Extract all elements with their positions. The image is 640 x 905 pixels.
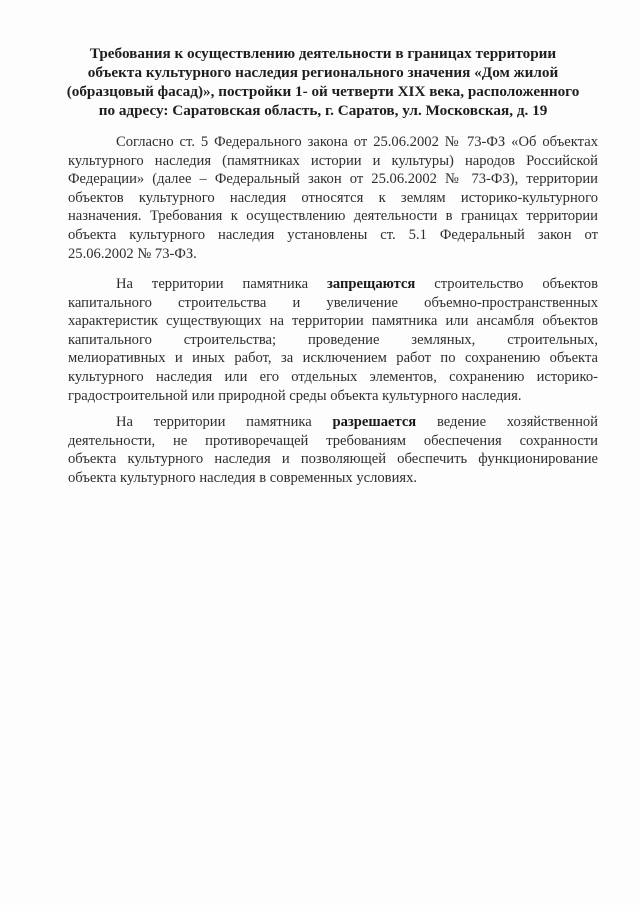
bold-keyword-prohibited: запрещаются [327, 276, 416, 292]
paragraph-line: градостроительной или природной среды объекта культурного наследия. [68, 387, 522, 404]
paragraph-line: объекта культурного наследия в современных условиях. [68, 469, 418, 486]
title-line: объекта культурного наследия регионального значения «Дом жилой [87, 64, 559, 81]
paragraph-line: культурного наследия (памятниках истории и культуры) народов Российской [68, 152, 598, 169]
bold-keyword-permitted: разрешается [332, 414, 417, 430]
line-text: ведение хозяйственной [436, 414, 598, 430]
title-line: по адресу: Саратовская область, г. Саратов, ул. Московская, д. 19 [98, 102, 548, 119]
paragraph-law-reference [68, 133, 598, 263]
paragraph-line: капитального строительства; проведение земляных, строительных, [68, 331, 598, 348]
paragraph-line: объекта культурного наследия и позволяющей обеспечить функционирование [68, 451, 598, 468]
paragraph-line: Согласно ст. 5 Федерального закона от 25.06.2002 № 73-ФЗ «Об объектах [116, 134, 598, 150]
paragraph-prohibitions [68, 275, 598, 405]
paragraph-line: культурного наследия или его отдельных элементов, сохранению историко- [68, 368, 598, 385]
line-text: На территории памятника [116, 414, 312, 430]
paragraph-line: деятельности, не противоречащей требованиям обеспечения сохранности [68, 432, 598, 449]
paragraph-line: назначения. Требования к осуществлению деятельности в границах территории [68, 208, 598, 225]
paragraph-permissions [68, 413, 598, 487]
title-line: Требования к осуществлению деятельности в границах территории [89, 45, 557, 62]
paragraph-line: Федерации» (далее – Федеральный закон от 25.06.2002 № 73-ФЗ), территории [68, 171, 598, 188]
paragraph-line [68, 275, 598, 294]
line-text: строительство объектов [434, 276, 598, 292]
document-title [62, 44, 584, 120]
paragraph-line: мелиоративных и иных работ, за исключением работ по сохранению объекта [68, 350, 598, 367]
paragraph-line: характеристик существующих на территории памятника или ансамбля объектов [68, 313, 598, 330]
line-text: На территории памятника [116, 276, 309, 292]
paragraph-line: капитального строительства и увеличение объемно-пространственных [68, 294, 598, 311]
paragraph-line: объекта культурного наследия установлены ст. 5.1 Федеральный закон от [68, 226, 598, 243]
paragraph-line: 25.06.2002 № 73-ФЗ. [68, 245, 197, 262]
title-line: (образцовый фасад)», постройки 1- ой четверти XIX века, расположенного [66, 83, 580, 100]
paragraph-line [68, 413, 598, 432]
paragraph-line: объектов культурного наследия относятся к землям историко-культурного [68, 189, 598, 206]
